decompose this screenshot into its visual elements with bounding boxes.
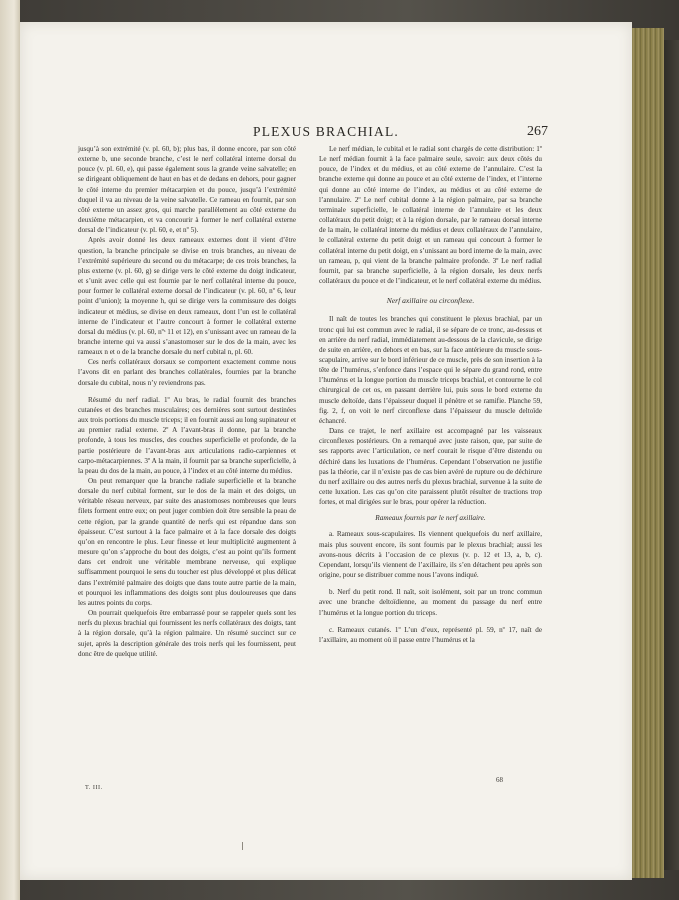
book-page — [20, 22, 632, 880]
section-title: Nerf axillaire ou circonflexe. — [386, 296, 475, 306]
subsection-title: Rameaux fournis par le nerf axillaire. — [375, 513, 486, 523]
left-column — [78, 144, 296, 659]
paragraph: Après avoir donné les deux rameaux externes dont il vient d’être question, la branche principale se divise en trois branches, au niveau de l’extrémité supérieure du second ou du métacarpe; de ces trois branches, la plus externe (v. pl. 60, g) se dirige vers le côté externe du doigt indicateur, et s’unit avec celle qui est fournie par le nerf collatéral interne du pouce, pour former le collatéral externe dorsal de l’indicateur (v. pl. 60, nº 6, leur point d’union); la moyenne h, qui se dirige vers la commissure des doigts indicateur et médius, se divise en deux rameaux, dont l’un est le collatéral interne de l’indicateur et l’autre concourt à former le collatéral externe dorsal du médius (v. pl. 60, nºˢ 11 et 12), en s’unissant avec un rameau de la branche interne qui va aussi s’anastomoser sur le dos de la main, avec les rameaux n et o de la branche dorsale du nerf cubital n, pl. 60. — [78, 236, 296, 357]
paragraph: Il naît de toutes les branches qui constituent le plexus brachial, par un tronc qui lui est commun avec le radial, il se sépare de ce tronc, au-dessus et en arrière du nerf radial, immédiatement au-dessous de la clavicule, se dirige de suite en arrière, en dehors et en bas, sur la face antérieure du muscle sous-scapulaire, arrive sur le bord inférieur de ce muscle, près de son insertion à la tête de l’humérus, s’enfonce dans l’espace qui le sépare du grand rond, entre l’humérus et la longue portion du muscle triceps brachial, et contourne le col chirurgical de cet os, en passant derrière lui, puis sous le bord externe du muscle deltoïde, dans l’épaisseur duquel il pénètre et se ramifie. Planche 59, fig. 2, f, on voit le nerf circonflexe dans l’épaisseur du muscle deltoïde échancré. — [319, 315, 542, 425]
page-header — [20, 124, 632, 140]
paragraph-gap — [319, 580, 542, 587]
paragraph: c. Rameaux cutanés. 1º L’un d’eux, représenté pl. 59, nº 17, naît de l’axillaire, au moment où il passe entre l’humérus et la — [319, 625, 542, 644]
paragraph-resume: Résumé du nerf radial. 1º Au bras, le radial fournit des branches cutanées et des branches musculaires; ces dernières sont surtout destinées aux trois portions du muscle triceps; il en fournit aussi au long supinateur et au premier radial externe. 2º A l’avant-bras il donne, par la branche profonde, à tous les muscles, des couches superficielle et profonde, de la partie postérieure de l’avant-bras aux articulations radio-carpiennes et carpo-métacarpiennes. 3º A la main, il fournit par sa branche superficielle, à la peau du dos de la main, au pouce, à l’index et au côté interne du médius. — [78, 395, 296, 475]
facing-page-edge — [0, 0, 20, 900]
paragraph: a. Rameaux sous-scapulaires. Ils viennent quelquefois du nerf axillaire, mais plus souvent encore, ils sont fournis par le plexus brachial; aussi les avons-nous décrits à l’occasion de ce plexus (v. p. 12 et 13, a, b, c). Cependant, lorsqu’ils viennent de l’axillaire, ils s’en détachent peu après son origine, pour se distribuer comme nous l’avons indiqué. — [319, 530, 542, 580]
page-number: 267 — [527, 124, 548, 139]
right-column — [319, 144, 542, 645]
paragraph-gap — [319, 618, 542, 625]
book-cover-edge — [664, 40, 679, 870]
paragraph: Ces nerfs collatéraux dorsaux se comportent exactement comme nous l’avons dit en parlant des branches collatérales, fournies par la branche dorsale du cubital, nous n’y reviendrons pas. — [78, 358, 296, 387]
paragraph: b. Nerf du petit rond. Il naît, soit isolément, soit par un tronc commun avec une branche deltoïdienne, au moment du passage du nerf entre l’humérus et la longue portion du triceps. — [319, 588, 542, 617]
page-block-edge — [632, 28, 664, 878]
paragraph-gap — [78, 388, 296, 395]
volume-signature: T. III. — [85, 784, 103, 791]
paragraph: On peut remarquer que la branche radiale superficielle et la branche dorsale du nerf cubital forment, sur le dos de la main et des doigts, un véritable réseau nerveux, par suite des anastomoses nombreuses que leurs filets forment entre eux; on peut juger combien doit être sensible la peau de cette région, par la grande quantité de nerfs qui est répandue dans son épaisseur. C’est surtout à la face palmaire et à la face dorsale des doigts qu’on en rencontre le plus. Leur finesse et leur multiplicité augmentent à mesure qu’on s’approche du bout des doigts, c’est au point qu’ils forment dans cet endroit une véritable membrane nerveuse, qui explique suffisamment pourquoi le sens du toucher est plus développé et plus délicat dans l’extrémité palmaire des doigts que dans toute autre partie de la main, et pourquoi les inflammations des doigts sont plus douloureuses que dans les autres points du corps. — [78, 477, 296, 607]
paragraph: On pourrait quelquefois être embarrassé pour se rappeler quels sont les nerfs du plexus brachial qui fournissent les nerfs collatéraux des doigts, tant à la région dorsale, qu’à la région palmaire. Un résumé succinct sur ce sujet, après la description générale des trois nerfs qui les fournissent, peut donc être de quelque utilité. — [78, 609, 296, 658]
running-title: PLEXUS BRACHIAL. — [253, 124, 399, 139]
paragraph: Dans ce trajet, le nerf axillaire est accompagné par les vaisseaux circonflexes postérieurs. On a remarqué avec juste raison, que, par suite de ses rapports avec l’articulation, ce nerf courait le risque d’être distendu ou déchiré dans les luxations de l’humérus. Cependant l’observation ne justifie pas la théorie, car il n’existe pas de cas bien avéré de rupture ou de déchirure du nerf axillaire ou des autres nerfs du plexus brachial, survenue à la suite de cette luxation. Les cas qu’on cite paraissent plutôt résulter de tractions trop fortes, et mal dirigées sur le bras, pour opérer la réduction. — [319, 427, 542, 507]
print-mark — [242, 842, 243, 850]
paragraph: jusqu’à son extrémité (v. pl. 60, b); plus bas, il donne encore, par son côté externe b, une seconde branche, c’est le nerf collatéral interne dorsal du pouce (v. pl. 60, e), qui passe également sous la grande veine salvatelle; en se dirigeant obliquement de haut en bas et de dedans en dehors, pour gagner le côté interne du premier métacarpien et du pouce, jusqu’à l’extrémité duquel il va au niveau de la veine salvatelle. Ce rameau en fournit, par son côté externe un assez gros, qui marche parallèlement au côté externe du deuxième métacarpien, et va concourir à former le nerf collatéral externe dorsal de l’indicateur (v. pl. 60, e, et nº 5). — [78, 145, 296, 235]
paragraph: Le nerf médian, le cubital et le radial sont chargés de cette distribution: 1º Le nerf médian fournit à la face palmaire seule, savoir: aux deux côtés du pouce, de l’index et du médius, et au côté externe de l’annulaire. C’est la branche externe qui donne au pouce et au côté externe de l’index, et l’interne qui donne au côté interne de l’index, au médius et au côté externe de l’annulaire. 2º Le nerf cubital donne à la région palmaire, par sa branche terminale superficielle, le collatéral interne de l’annulaire et les deux collatéraux du petit doigt; et à la région dorsale, par le rameau dorsal interne de la main, le collatéral interne du médius et deux collatéraux de l’annulaire, le collatéral externe du petit doigt et un rameau qui concourt à former le collatéral interne du petit doigt, en s’unissant au bord interne de la main, avec un rameau, p, qui vient de la branche palmaire profonde. 3º Le nerf radial fournit, par sa branche superficielle, à la région dorsale, les deux nerfs collatéraux du pouce et de l’indicateur, et le nerf collatéral externe du médius. — [319, 145, 542, 286]
sheet-number: 68 — [496, 776, 503, 784]
